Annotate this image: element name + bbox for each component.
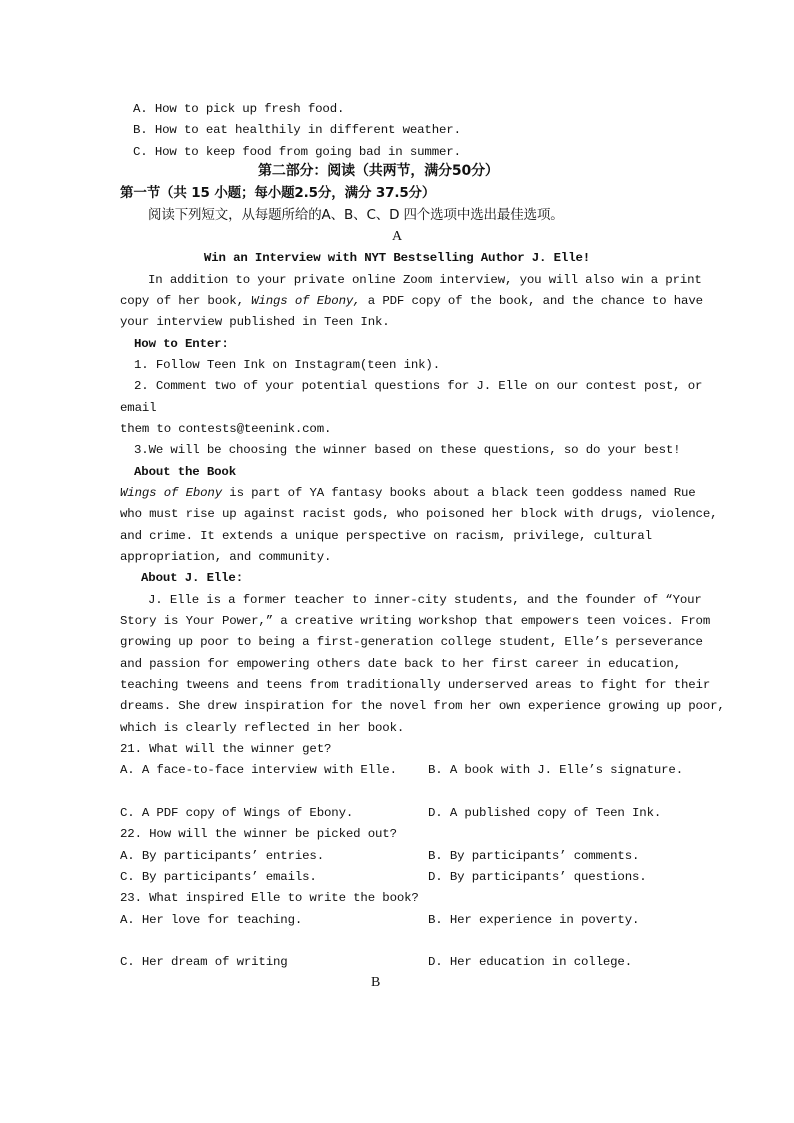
instructions: 阅读下列短文，从每题所给的A、B、C、D 四个选项中选出最佳选项。	[148, 207, 564, 223]
question-23-option-c: C. Her dream of writing	[120, 955, 288, 969]
section1-header: 第一节（共 15 小题；每小题2.5分，满分 37.5分）	[120, 185, 436, 201]
author-line-6: dreams. She drew inspiration for the novel from her own experience growing up poor,	[120, 699, 725, 713]
question-22-stem: 22. How will the winner be picked out?	[120, 827, 397, 841]
question-21-option-a: A. A face-to-face interview with Elle.	[120, 763, 397, 777]
author-line-4: and passion for empowering others date back to her first career in education,	[120, 657, 681, 671]
book-line-3: and crime. It extends a unique perspective on racism, privilege, cultural	[120, 529, 652, 543]
intro-line-2-lead: copy of her book,	[120, 294, 244, 308]
question-21-option-d: D. A published copy of Teen Ink.	[428, 806, 662, 820]
author-line-7: which is clearly reflected in her book.	[120, 721, 405, 735]
question-23-option-a: A. Her love for teaching.	[120, 913, 303, 927]
intro-line-3: your interview published in Teen Ink.	[120, 315, 390, 329]
about-book-heading: About the Book	[134, 465, 236, 479]
intro-line-1: In addition to your private online Zoom interview, you will also win a print	[148, 273, 702, 287]
question-21-option-c: C. A PDF copy of Wings of Ebony.	[120, 806, 354, 820]
author-line-5: teaching tweens and teens from traditionally underserved areas to fight for their	[120, 678, 711, 692]
step-2: 2. Comment two of your potential questions for J. Elle on our contest post, or	[134, 379, 703, 393]
step-1: 1. Follow Teen Ink on Instagram(teen ink).	[134, 358, 440, 372]
book-line-1-rest: is part of YA fantasy books about a black teen goddess named Rue	[229, 486, 696, 500]
step-2-cont: email	[120, 401, 157, 415]
prev-option-a: A. How to pick up fresh food.	[133, 102, 345, 116]
question-21-stem: 21. What will the winner get?	[120, 742, 332, 756]
intro-line-2	[120, 293, 703, 309]
step-3: 3.We will be choosing the winner based on these questions, so do your best!	[134, 443, 681, 457]
step-2-email: them to contests@teenink.com.	[120, 422, 332, 436]
question-22-option-d: D. By participants’ questions.	[428, 870, 647, 884]
part2-header: 第二部分：阅读（共两节，满分50分）	[258, 163, 499, 179]
author-line-2: Story is Your Power,” a creative writing workshop that empowers teen voices. From	[120, 614, 711, 628]
passage-a-label: A	[392, 229, 402, 244]
question-21-option-b: B. A book with J. Elle’s signature.	[428, 763, 683, 777]
intro-line-2-rest: a PDF copy of the book, and the chance to have	[367, 294, 703, 308]
question-22-option-a: A. By participants’ entries.	[120, 849, 324, 863]
question-23-option-d: D. Her education in college.	[428, 955, 632, 969]
question-23-option-b: B. Her experience in poverty.	[428, 913, 640, 927]
book-line-4: appropriation, and community.	[120, 550, 332, 564]
passage-a-title: Win an Interview with NYT Bestselling Author J. Elle!	[203, 251, 591, 265]
book-line-1	[120, 485, 696, 501]
book-line-2: who must rise up against racist gods, who poisoned her block with drugs, violence,	[120, 507, 718, 521]
author-line-3: growing up poor to being a first-generation college student, Elle’s perseverance	[120, 635, 703, 649]
about-author-heading: About J. Elle:	[141, 571, 243, 585]
how-to-enter-heading: How to Enter:	[134, 337, 229, 351]
passage-b-label: B	[371, 975, 381, 990]
question-22-option-b: B. By participants’ comments.	[428, 849, 640, 863]
prev-option-c: C. How to keep food from going bad in summer.	[133, 145, 461, 159]
book-title-italic-2: Wings of Ebony	[120, 486, 222, 500]
book-title-italic: Wings of Ebony,	[251, 294, 361, 308]
question-22-option-c: C. By participants’ emails.	[120, 870, 317, 884]
author-line-1: J. Elle is a former teacher to inner-city students, and the founder of “Your	[148, 593, 702, 607]
prev-option-b: B. How to eat healthily in different weather.	[133, 123, 461, 137]
question-23-stem: 23. What inspired Elle to write the book?	[120, 891, 419, 905]
